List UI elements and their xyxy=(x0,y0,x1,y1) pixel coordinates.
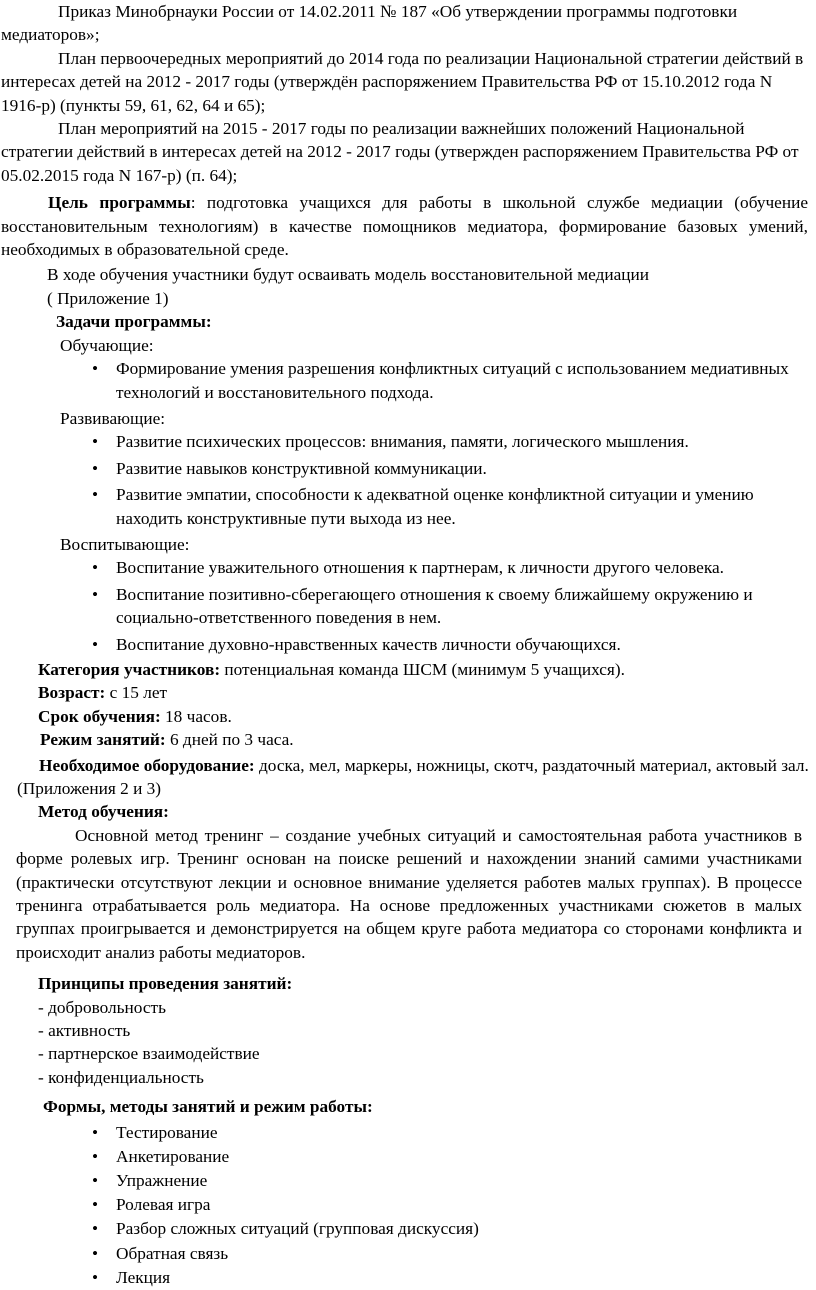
list-item-text: Воспитание позитивно-сберегающего отношения к своему ближайшему окружению и социально-ответственного поведения в нем. xyxy=(116,584,753,628)
bullet-dot-icon: • xyxy=(91,634,99,654)
goal-text: : подготовка учащихся для работы в школьной службе медиации (обучение восстановительным технологиям) в качестве помощников медиатора, формирование базовых умений, необходимых в образовательной среде. xyxy=(1,193,808,260)
age-line xyxy=(0,681,816,704)
bullet-dot-icon: • xyxy=(91,558,99,578)
intro-paragraph-1: Приказ Минобрнауки России от 14.02.2011 № 187 «Об утверждении программы подготовки медиаторов»; xyxy=(1,2,738,45)
forms-label: Формы, методы занятий и режим работы: xyxy=(43,1097,373,1117)
duration-label: Срок обучения: xyxy=(38,706,161,726)
bullet-dot-icon: • xyxy=(91,1122,99,1142)
list-item xyxy=(91,633,806,656)
bullet-dot-icon: • xyxy=(91,458,99,478)
principles-heading xyxy=(0,972,816,995)
bullet-dot-icon: • xyxy=(91,359,99,379)
duration-value: 18 часов. xyxy=(160,706,232,726)
age-value: с 15 лет xyxy=(105,683,168,703)
list-item-text: Воспитание духовно-нравственных качеств личности обучающихся. xyxy=(116,634,621,654)
category-value: потенциальная команда ШСМ (минимум 5 учащихся). xyxy=(220,659,625,679)
schedule-value: 6 дней по 3 часа. xyxy=(165,730,294,750)
bullet-dot-icon: • xyxy=(91,1267,99,1287)
goal-paragraph xyxy=(0,191,816,261)
equipment-value: доска, мел, маркеры, ножницы, скотч, раздаточный материал, актовый зал. (Приложения 2 и 3) xyxy=(17,755,809,798)
bullet-dot-icon: • xyxy=(91,584,99,604)
tasks-group-label: Обучающие: xyxy=(60,335,154,355)
method-paragraph: Основной метод тренинг – создание учебных ситуаций и самостоятельная работа участников в форме ролевых игр. Тренинг основан на поиске решений и нахождении знаний самими участниками (практически отсутствуют лекции и основное внимание уделяется работев малых группах). В процессе тренинга отрабатывается роль медиатора. На основе предложенных участниками сюжетов в малых группах проигрывается и демонстрируется на общем круге работа медиатора со сторонами конфликта и происходит анализ работы медиаторов. xyxy=(16,825,802,962)
list-item-text: Разбор сложных ситуаций (групповая дискуссия) xyxy=(116,1219,479,1239)
principles-item: - добровольность xyxy=(38,997,166,1017)
bullet-dot-icon: • xyxy=(91,1171,99,1191)
principles-item: - активность xyxy=(38,1021,131,1041)
principles-item: - партнерское взаимодействие xyxy=(38,1044,260,1064)
bullet-dot-icon: • xyxy=(91,1219,99,1239)
list-item xyxy=(91,1145,816,1169)
list-item-text: Формирование умения разрешения конфликтных ситуаций с использованием медиативных технологий и восстановительного подхода. xyxy=(116,359,789,402)
list-item-text: Тестирование xyxy=(116,1122,218,1142)
list-item xyxy=(91,483,806,530)
tasks-group-list xyxy=(0,357,816,404)
list-item xyxy=(91,1217,816,1241)
list-item xyxy=(91,1121,816,1145)
list-item-text: Развитие эмпатии, способности к адекватной оценке конфликтной ситуации и умению находить конструктивные пути выхода из нее. xyxy=(116,485,754,528)
bullet-dot-icon: • xyxy=(91,1243,99,1263)
list-item-text: Упражнение xyxy=(116,1171,208,1191)
tasks-group-list xyxy=(0,556,816,656)
bullet-dot-icon: • xyxy=(91,485,99,505)
tasks-heading xyxy=(0,310,816,333)
list-item xyxy=(91,457,806,480)
bullet-dot-icon: • xyxy=(91,1146,99,1166)
schedule-line xyxy=(0,728,816,751)
tasks-group-list xyxy=(0,430,816,530)
category-label: Категория участников: xyxy=(38,659,221,679)
schedule-label: Режим занятий: xyxy=(40,730,166,750)
forms-list xyxy=(0,1121,816,1290)
list-item-text: Развитие навыков конструктивной коммуникации. xyxy=(116,458,487,478)
equipment-label: Необходимое оборудование: xyxy=(39,755,255,775)
goal-label: Цель программы xyxy=(48,193,191,213)
tasks-heading-text: Задачи программы: xyxy=(56,312,212,332)
duration-line xyxy=(0,705,816,728)
list-item-text: Анкетирование xyxy=(116,1146,230,1166)
method-heading xyxy=(0,800,816,823)
list-item xyxy=(91,357,806,404)
equipment-paragraph xyxy=(0,754,816,801)
list-item xyxy=(91,1169,816,1193)
principles-item: - конфиденциальность xyxy=(38,1067,204,1087)
intro-paragraph-2: План первоочередных мероприятий до 2014 года по реализации Национальной стратегии действий в интересах детей на 2012 - 2017 годы (утверждён распоряжением Правительства РФ от 15.10.2012 года N 1916-р) (пункты 59, 61, 62, 64 и 65); xyxy=(1,48,804,115)
list-item-text: Лекция xyxy=(116,1267,171,1287)
bullet-dot-icon: • xyxy=(91,432,99,452)
principles-label: Принципы проведения занятий: xyxy=(38,974,293,994)
list-item-text: Воспитание уважительного отношения к партнерам, к личности другого человека. xyxy=(116,558,724,578)
list-item-text: Ролевая игра xyxy=(116,1195,211,1215)
age-label: Возраст: xyxy=(38,683,106,703)
list-item-text: Обратная связь xyxy=(116,1243,229,1263)
model-line-2: ( Приложение 1) xyxy=(47,288,169,308)
list-item xyxy=(91,1266,816,1290)
tasks-group-label: Развивающие: xyxy=(60,408,166,428)
method-label: Метод обучения: xyxy=(38,802,169,822)
list-item xyxy=(91,1242,816,1266)
list-item xyxy=(91,583,806,630)
list-item-text: Развитие психических процессов: внимания, памяти, логического мышления. xyxy=(116,432,689,452)
intro-paragraph-3: План мероприятий на 2015 - 2017 годы по реализации важнейших положений Национальной стратегии действий в интересах детей на 2012 - 2017 годы (утвержден распоряжением Правительства РФ от 05.02.2015 года N 167-р) (п. 64); xyxy=(1,119,799,185)
model-line-1: В ходе обучения участники будут осваивать модель восстановительной медиации xyxy=(47,265,650,285)
list-item xyxy=(91,430,806,453)
list-item xyxy=(91,556,806,579)
category-line xyxy=(0,658,816,681)
tasks-group-label: Воспитывающие: xyxy=(60,534,190,554)
bullet-dot-icon: • xyxy=(91,1195,99,1215)
list-item xyxy=(91,1193,816,1217)
forms-heading xyxy=(0,1095,816,1118)
